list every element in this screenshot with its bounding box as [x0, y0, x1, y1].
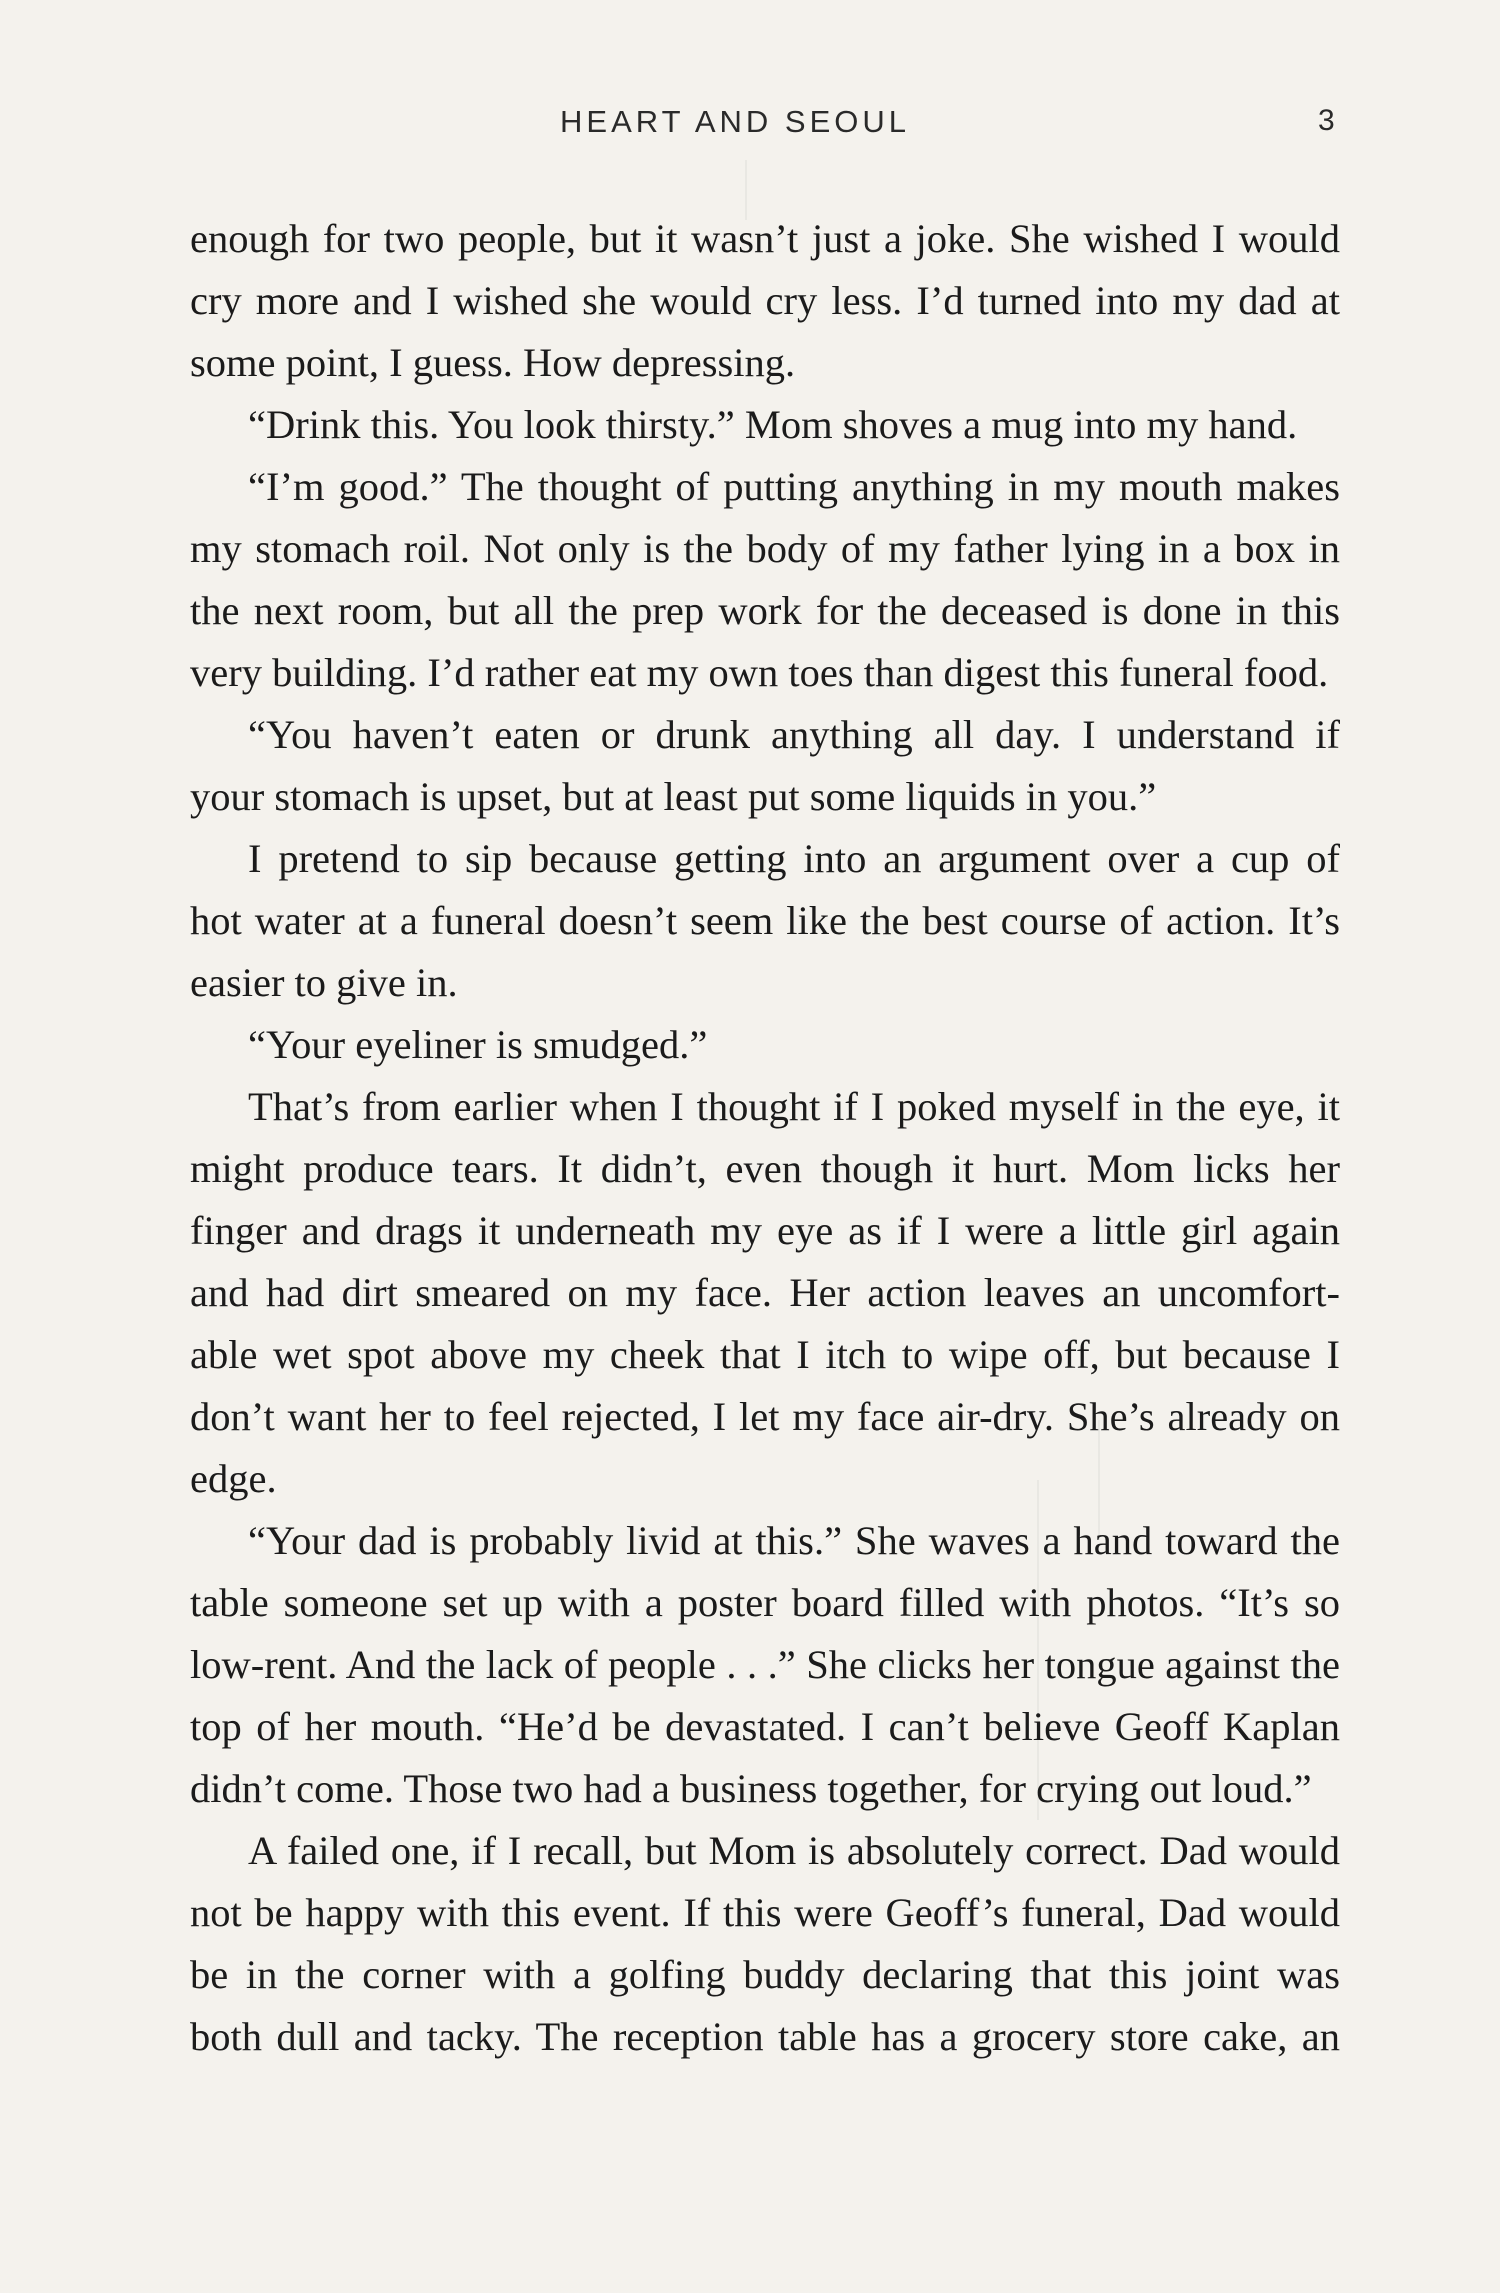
text-line: don’t want her to feel rejected, I let my face air-dry. She’s already on: [190, 1394, 1340, 1439]
text-line: “You haven’t eaten or drunk anything all day. I understand if: [248, 712, 1340, 757]
page-number: 3: [1318, 104, 1335, 137]
text-line: low-rent. And the lack of people . . .” She clicks her tongue against the: [190, 1642, 1340, 1687]
text-line: your stomach is upset, but at least put some liquids in you.”: [190, 774, 1157, 819]
running-head: [0, 104, 1500, 154]
text-line: my stomach roil. Not only is the body of my father lying in a box in: [190, 526, 1340, 571]
text-line: hot water at a funeral doesn’t seem like the best course of action. It’s: [190, 898, 1340, 943]
text-line: both dull and tacky. The reception table has a grocery store cake, an: [190, 2014, 1340, 2059]
text-line: didn’t come. Those two had a business together, for crying out loud.”: [190, 1766, 1312, 1811]
text-line: A failed one, if I recall, but Mom is absolutely correct. Dad would: [248, 1828, 1340, 1873]
text-line: might produce tears. It didn’t, even though it hurt. Mom licks her: [190, 1146, 1340, 1191]
text-line: able wet spot above my cheek that I itch to wipe off, but because I: [190, 1332, 1340, 1377]
text-line: That’s from earlier when I thought if I poked myself in the eye, it: [248, 1084, 1340, 1129]
text-line: and had dirt smeared on my face. Her action leaves an uncomfort-: [190, 1270, 1340, 1315]
running-title: HEART AND SEOUL: [560, 104, 911, 139]
text-line: not be happy with this event. If this were Geoff’s funeral, Dad would: [190, 1890, 1340, 1935]
text-line: be in the corner with a golfing buddy declaring that this joint was: [190, 1952, 1340, 1997]
text-line: easier to give in.: [190, 960, 458, 1005]
body-text: [190, 208, 1340, 2068]
text-line: finger and drags it underneath my eye as if I were a little girl again: [190, 1208, 1340, 1253]
text-line: cry more and I wished she would cry less. I’d turned into my dad at: [190, 278, 1340, 323]
text-line: the next room, but all the prep work for the deceased is done in this: [190, 588, 1340, 633]
text-line: “Drink this. You look thirsty.” Mom shoves a mug into my hand.: [248, 402, 1298, 447]
text-line: table someone set up with a poster board filled with photos. “It’s so: [190, 1580, 1340, 1625]
text-line: edge.: [190, 1456, 277, 1501]
text-line: top of her mouth. “He’d be devastated. I can’t believe Geoff Kaplan: [190, 1704, 1340, 1749]
text-line: “I’m good.” The thought of putting anything in my mouth makes: [248, 464, 1340, 509]
text-line: “Your eyeliner is smudged.”: [248, 1022, 708, 1067]
text-line: some point, I guess. How depressing.: [190, 340, 796, 385]
text-line: I pretend to sip because getting into an argument over a cup of: [248, 836, 1340, 881]
text-line: very building. I’d rather eat my own toes than digest this funeral food.: [190, 650, 1329, 695]
text-line: enough for two people, but it wasn’t just a joke. She wished I would: [190, 216, 1340, 261]
text-line: “Your dad is probably livid at this.” She waves a hand toward the: [248, 1518, 1340, 1563]
